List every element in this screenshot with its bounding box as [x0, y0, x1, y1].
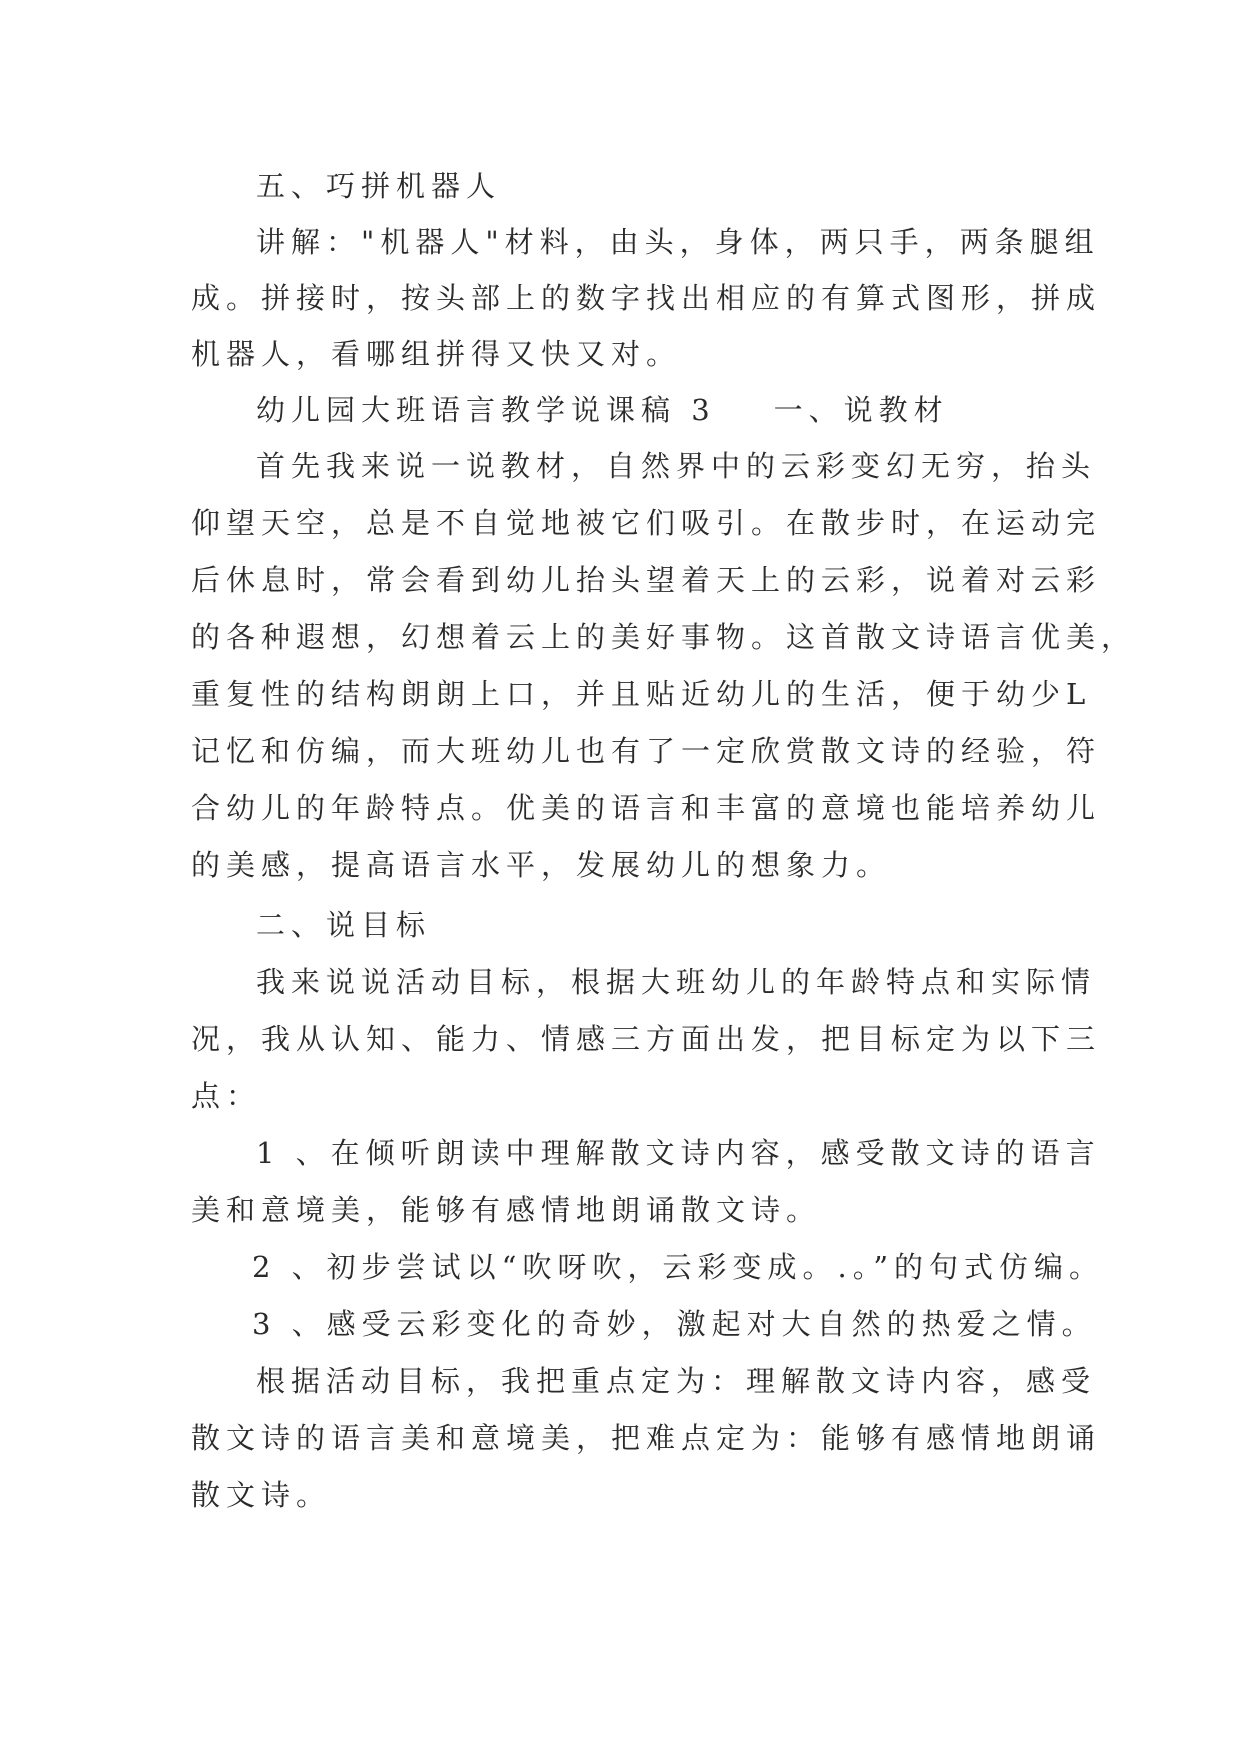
paragraph-line: 况，我从认知、能力、情感三方面出发，把目标定为以下三 [191, 1022, 1102, 1056]
paragraph-line: 美和意境美，能够有感情地朗诵散文诗。 [191, 1193, 822, 1227]
paragraph-line: 的各种遐想，幻想着云上的美好事物。这首散文诗语言优美， [191, 620, 1137, 654]
section-heading-robot: 五、巧拼机器人 [256, 169, 502, 203]
paragraph-line: 点： [191, 1079, 262, 1113]
paragraph-line: 散文诗。 [191, 1478, 332, 1512]
paragraph-line: 记忆和仿编，而大班幼儿也有了一定欣赏散文诗的经验，符 [191, 734, 1102, 768]
paragraph-line: 仰望天空，总是不自觉地被它们吸引。在散步时，在运动完 [191, 506, 1102, 540]
paragraph-line: 机器人，看哪组拼得又快又对。 [191, 337, 682, 371]
paragraph-line: 散文诗的语言美和意境美，把难点定为：能够有感情地朗诵 [191, 1421, 1102, 1455]
paragraph-line: 成。拼接时，按头部上的数字找出相应的有算式图形，拼成 [191, 281, 1102, 315]
goal-item-3: 3 、感受云彩变化的奇妙，激起对大自然的热爱之情。 [252, 1307, 1097, 1341]
paragraph-line: 重复性的结构朗朗上口，并且贴近幼儿的生活，便于幼少L [191, 677, 1092, 711]
paragraph-line: 我来说说活动目标，根据大班幼儿的年龄特点和实际情 [256, 965, 1097, 999]
section-heading-material: 一、说教材 [773, 393, 949, 427]
goal-item-1: 1 、在倾听朗读中理解散文诗内容，感受散文诗的语言 [256, 1136, 1101, 1170]
paragraph-line: 后休息时，常会看到幼儿抬头望着天上的云彩，说着对云彩 [191, 563, 1102, 597]
lesson-title: 幼儿园大班语言教学说课稿 3 [256, 393, 716, 427]
paragraph-line: 讲解："机器人"材料，由头，身体，两只手，两条腿组 [256, 225, 1100, 259]
paragraph-line: 首先我来说一说教材，自然界中的云彩变幻无穷，抬头 [256, 449, 1097, 483]
lesson-title-line [256, 390, 949, 430]
goal-item-2: 2 、初步尝试以“吹呀吹，云彩变成。.。”的句式仿编。 [252, 1250, 1105, 1284]
section-heading-goals: 二、说目标 [256, 908, 432, 942]
paragraph-line: 的美感，提高语言水平，发展幼儿的想象力。 [191, 848, 892, 882]
paragraph-line: 合幼儿的年龄特点。优美的语言和丰富的意境也能培养幼儿 [191, 791, 1102, 825]
paragraph-line: 根据活动目标，我把重点定为：理解散文诗内容，感受 [256, 1364, 1097, 1398]
